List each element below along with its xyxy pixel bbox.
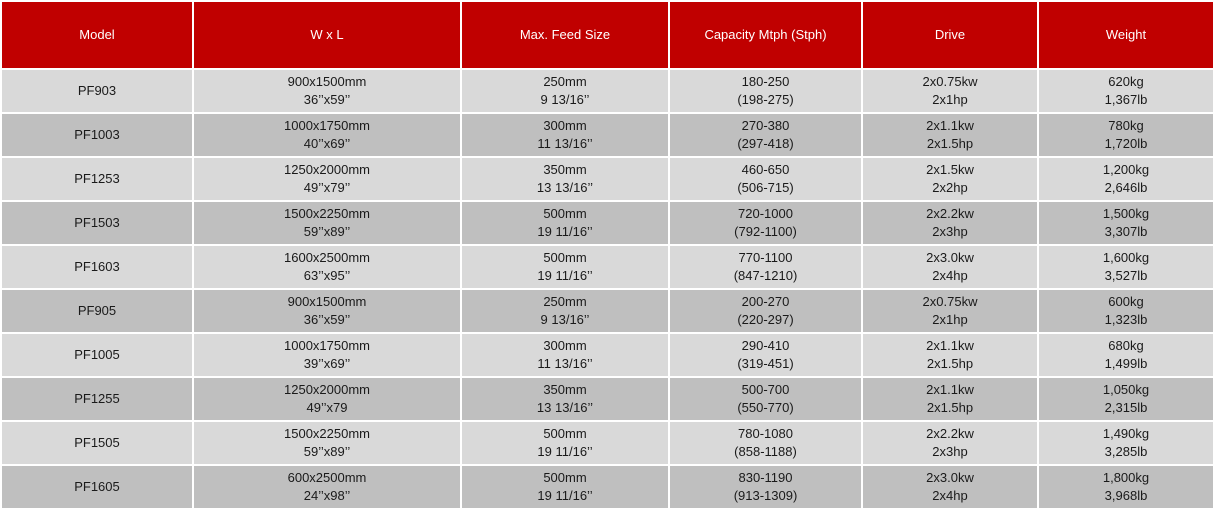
cell-model: PF1505 <box>1 421 193 465</box>
cell-max-feed-size-feed-mm: 350mm <box>543 162 587 177</box>
cell-max-feed-size-feed-mm: 500mm <box>543 426 587 441</box>
header-capacity <box>669 1 862 69</box>
cell-capacity <box>669 157 862 201</box>
cell-max-feed-size-feed-in: 19 11/16’’ <box>537 444 593 459</box>
cell-drive <box>862 245 1038 289</box>
cell-wxl-wxl-mm: 1250x2000mm <box>284 162 370 177</box>
cell-max-feed-size <box>461 157 669 201</box>
cell-max-feed-size <box>461 377 669 421</box>
cell-model: PF1503 <box>1 201 193 245</box>
cell-weight-weight-kg: 680kg <box>1108 338 1144 353</box>
table-row <box>1 157 1213 201</box>
cell-weight-weight-lb: 3,285lb <box>1104 444 1148 459</box>
cell-capacity-cap-stph: (858-1188) <box>734 444 797 459</box>
cell-weight-weight-lb: 3,968lb <box>1104 488 1148 503</box>
cell-weight-weight-lb: 3,307lb <box>1104 224 1148 239</box>
table-row <box>1 333 1213 377</box>
table-row <box>1 69 1213 113</box>
header-drive: Drive <box>862 1 1038 69</box>
table-row <box>1 465 1213 509</box>
header-max-feed-size: Max. Feed Size <box>461 1 669 69</box>
cell-drive-drive-hp: 2x3hp <box>932 224 968 239</box>
cell-max-feed-size-feed-in: 9 13/16’’ <box>540 312 590 327</box>
cell-capacity-cap-mtph: 830-1190 <box>738 470 793 485</box>
cell-model: PF1253 <box>1 157 193 201</box>
cell-drive-drive-kw: 2x2.2kw <box>926 426 974 441</box>
cell-drive-drive-hp: 2x1hp <box>932 312 968 327</box>
cell-wxl <box>193 421 461 465</box>
cell-model: PF1005 <box>1 333 193 377</box>
cell-wxl-wxl-mm: 1250x2000mm <box>284 382 370 397</box>
table-row <box>1 421 1213 465</box>
cell-capacity <box>669 201 862 245</box>
cell-drive <box>862 201 1038 245</box>
cell-weight <box>1038 157 1213 201</box>
cell-capacity-cap-stph: (792-1100) <box>734 224 797 239</box>
cell-wxl <box>193 465 461 509</box>
cell-max-feed-size <box>461 333 669 377</box>
cell-wxl-wxl-mm: 1000x1750mm <box>284 118 370 133</box>
header-row <box>1 1 1213 69</box>
cell-max-feed-size-feed-in: 19 11/16’’ <box>537 268 593 283</box>
cell-wxl <box>193 245 461 289</box>
cell-wxl-wxl-mm: 1500x2250mm <box>284 206 370 221</box>
cell-drive-drive-hp: 2x1hp <box>932 92 968 107</box>
cell-max-feed-size-feed-mm: 350mm <box>543 382 587 397</box>
cell-max-feed-size-feed-mm: 250mm <box>543 74 587 89</box>
cell-weight <box>1038 289 1213 333</box>
cell-drive-drive-kw: 2x1.1kw <box>926 118 974 133</box>
cell-wxl <box>193 377 461 421</box>
cell-wxl-wxl-in: 36’’x59’’ <box>303 312 351 327</box>
cell-drive-drive-kw: 2x1.1kw <box>926 338 974 353</box>
cell-drive-drive-kw: 2x0.75kw <box>922 294 978 309</box>
cell-wxl-wxl-in: 40’’x69’’ <box>303 136 351 151</box>
cell-weight <box>1038 421 1213 465</box>
cell-capacity <box>669 421 862 465</box>
cell-wxl <box>193 113 461 157</box>
cell-max-feed-size-feed-mm: 250mm <box>543 294 587 309</box>
cell-max-feed-size-feed-in: 13 13/16’’ <box>536 400 594 415</box>
cell-wxl <box>193 69 461 113</box>
cell-weight <box>1038 201 1213 245</box>
cell-wxl-wxl-in: 59’’x89’’ <box>303 224 351 239</box>
cell-max-feed-size-feed-in: 11 13/16’’ <box>537 356 593 371</box>
table-row <box>1 245 1213 289</box>
cell-capacity-cap-stph: (913-1309) <box>733 488 798 503</box>
cell-capacity <box>669 69 862 113</box>
cell-capacity-cap-mtph: 180-250 <box>741 74 790 89</box>
cell-capacity-cap-stph: (847-1210) <box>733 268 798 283</box>
cell-wxl <box>193 289 461 333</box>
table-row <box>1 201 1213 245</box>
cell-capacity-cap-stph: (550-770) <box>737 400 794 415</box>
cell-drive-drive-hp: 2x3hp <box>932 444 968 459</box>
cell-capacity-cap-stph: (297-418) <box>737 136 794 151</box>
cell-weight-weight-kg: 1,050kg <box>1102 382 1150 397</box>
cell-weight-weight-lb: 1,367lb <box>1104 92 1148 107</box>
cell-weight-weight-lb: 2,646lb <box>1104 180 1148 195</box>
cell-max-feed-size-feed-in: 11 13/16’’ <box>537 136 593 151</box>
cell-max-feed-size <box>461 201 669 245</box>
cell-capacity-cap-mtph: 500-700 <box>741 382 790 397</box>
cell-max-feed-size-feed-in: 19 11/16’’ <box>537 224 593 239</box>
cell-wxl-wxl-in: 63’’x95’’ <box>303 268 351 283</box>
cell-drive <box>862 465 1038 509</box>
cell-weight-weight-lb: 2,315lb <box>1104 400 1148 415</box>
cell-max-feed-size-feed-mm: 500mm <box>543 206 587 221</box>
cell-drive <box>862 113 1038 157</box>
cell-capacity-cap-stph: (506-715) <box>737 180 794 195</box>
cell-weight-weight-lb: 1,323lb <box>1104 312 1148 327</box>
cell-wxl-wxl-in: 49’’x79’’ <box>303 180 351 195</box>
cell-weight-weight-kg: 1,500kg <box>1102 206 1150 221</box>
cell-drive <box>862 157 1038 201</box>
cell-wxl <box>193 157 461 201</box>
cell-capacity <box>669 245 862 289</box>
cell-wxl-wxl-mm: 1000x1750mm <box>284 338 370 353</box>
cell-model: PF1255 <box>1 377 193 421</box>
cell-drive-drive-hp: 2x4hp <box>932 488 968 503</box>
cell-weight-weight-kg: 1,490kg <box>1102 426 1150 441</box>
cell-model: PF905 <box>1 289 193 333</box>
cell-max-feed-size-feed-mm: 300mm <box>543 338 587 353</box>
cell-max-feed-size-feed-in: 9 13/16’’ <box>540 92 590 107</box>
cell-weight-weight-lb: 1,499lb <box>1104 356 1148 371</box>
cell-capacity-cap-stph: (198-275) <box>737 92 794 107</box>
cell-max-feed-size-feed-mm: 500mm <box>543 470 587 485</box>
cell-max-feed-size-feed-in: 13 13/16’’ <box>536 180 594 195</box>
header-wxl: W x L <box>193 1 461 69</box>
table-row <box>1 377 1213 421</box>
table-body <box>1 69 1213 509</box>
cell-wxl-wxl-mm: 900x1500mm <box>287 74 367 89</box>
cell-max-feed-size-feed-in: 19 11/16’’ <box>537 488 593 503</box>
cell-capacity <box>669 377 862 421</box>
cell-capacity-cap-mtph: 290-410 <box>741 338 790 353</box>
cell-weight <box>1038 245 1213 289</box>
cell-capacity-cap-mtph: 270-380 <box>741 118 790 133</box>
cell-wxl <box>193 201 461 245</box>
cell-drive-drive-hp: 2x1.5hp <box>926 356 974 371</box>
cell-drive-drive-hp: 2x1.5hp <box>926 136 974 151</box>
cell-weight-weight-lb: 3,527lb <box>1104 268 1148 283</box>
cell-max-feed-size-feed-mm: 300mm <box>543 118 587 133</box>
header-weight: Weight <box>1038 1 1213 69</box>
cell-drive <box>862 289 1038 333</box>
cell-model: PF1603 <box>1 245 193 289</box>
cell-weight-weight-kg: 600kg <box>1108 294 1144 309</box>
cell-weight-weight-lb: 1,720lb <box>1104 136 1148 151</box>
table-row <box>1 113 1213 157</box>
cell-drive-drive-hp: 2x2hp <box>932 180 968 195</box>
cell-capacity <box>669 113 862 157</box>
cell-weight <box>1038 69 1213 113</box>
cell-wxl-wxl-mm: 1600x2500mm <box>284 250 370 265</box>
cell-wxl-wxl-in: 36’’x59’’ <box>303 92 351 107</box>
cell-max-feed-size <box>461 245 669 289</box>
cell-capacity-cap-mtph: 460-650 <box>741 162 790 177</box>
cell-drive <box>862 333 1038 377</box>
cell-weight-weight-kg: 1,600kg <box>1102 250 1150 265</box>
cell-wxl-wxl-mm: 1500x2250mm <box>284 426 370 441</box>
cell-weight <box>1038 377 1213 421</box>
cell-weight <box>1038 465 1213 509</box>
cell-weight <box>1038 333 1213 377</box>
cell-drive-drive-kw: 2x3.0kw <box>926 250 974 265</box>
cell-weight-weight-kg: 620kg <box>1108 74 1144 89</box>
cell-wxl-wxl-in: 49’’x79 <box>306 400 348 415</box>
cell-drive <box>862 69 1038 113</box>
cell-max-feed-size <box>461 421 669 465</box>
cell-weight <box>1038 113 1213 157</box>
cell-model: PF903 <box>1 69 193 113</box>
cell-max-feed-size <box>461 113 669 157</box>
cell-capacity-cap-stph: (220-297) <box>737 312 794 327</box>
cell-wxl-wxl-in: 59’’x89’’ <box>303 444 351 459</box>
cell-wxl-wxl-mm: 900x1500mm <box>287 294 367 309</box>
cell-capacity <box>669 465 862 509</box>
cell-weight-weight-kg: 780kg <box>1108 118 1144 133</box>
cell-capacity <box>669 333 862 377</box>
header-capacity-line1: Capacity <box>704 27 756 42</box>
cell-model: PF1605 <box>1 465 193 509</box>
header-capacity-line2: Mtph (Stph) <box>758 27 827 42</box>
cell-drive-drive-hp: 2x4hp <box>932 268 968 283</box>
cell-max-feed-size <box>461 69 669 113</box>
cell-wxl-wxl-mm: 600x2500mm <box>287 470 367 485</box>
cell-drive-drive-kw: 2x1.1kw <box>926 382 974 397</box>
header-model: Model <box>1 1 193 69</box>
cell-wxl <box>193 333 461 377</box>
cell-capacity-cap-stph: (319-451) <box>737 356 794 371</box>
cell-capacity-cap-mtph: 720-1000 <box>738 206 793 221</box>
cell-capacity-cap-mtph: 200-270 <box>741 294 790 309</box>
cell-drive <box>862 377 1038 421</box>
cell-wxl-wxl-in: 24’’x98’’ <box>303 488 351 503</box>
cell-wxl-wxl-in: 39’’x69’’ <box>303 356 351 371</box>
cell-drive <box>862 421 1038 465</box>
cell-drive-drive-hp: 2x1.5hp <box>926 400 974 415</box>
cell-drive-drive-kw: 2x2.2kw <box>926 206 974 221</box>
cell-capacity-cap-mtph: 770-1100 <box>738 250 793 265</box>
cell-capacity <box>669 289 862 333</box>
cell-max-feed-size <box>461 465 669 509</box>
cell-weight-weight-kg: 1,800kg <box>1102 470 1150 485</box>
cell-capacity-cap-mtph: 780-1080 <box>738 426 793 441</box>
cell-weight-weight-kg: 1,200kg <box>1102 162 1150 177</box>
cell-model: PF1003 <box>1 113 193 157</box>
cell-max-feed-size <box>461 289 669 333</box>
cell-drive-drive-kw: 2x0.75kw <box>922 74 978 89</box>
table-row <box>1 289 1213 333</box>
cell-drive-drive-kw: 2x3.0kw <box>926 470 974 485</box>
cell-max-feed-size-feed-mm: 500mm <box>543 250 587 265</box>
cell-drive-drive-kw: 2x1.5kw <box>926 162 974 177</box>
